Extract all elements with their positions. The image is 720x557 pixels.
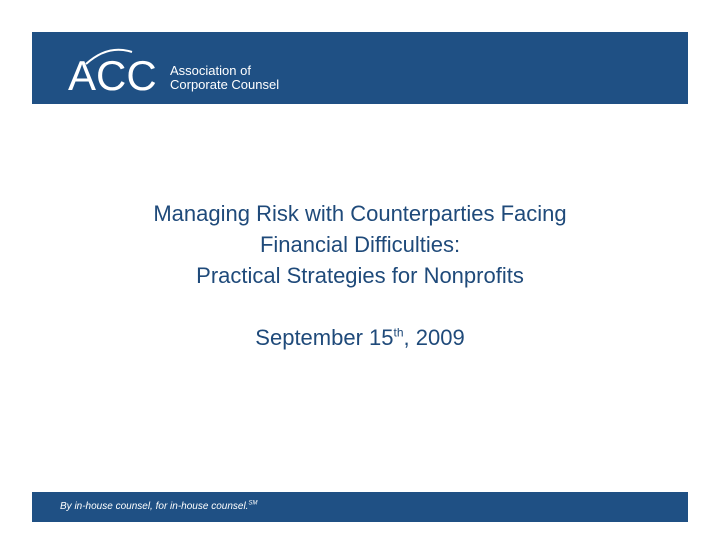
logo-text-line-2: Corporate Counsel [170, 77, 280, 92]
presentation-date [60, 322, 660, 353]
footer-bar [32, 492, 688, 522]
date-ordinal: th [393, 325, 404, 340]
tagline-text: By in-house counsel, for in-house counsel. [60, 501, 249, 512]
date-prefix: September 15 [255, 325, 394, 350]
title-line-1: Managing Risk with Counterparties Facing [153, 201, 567, 226]
date-suffix: , 2009 [403, 325, 465, 350]
acc-logo-letters: ACC [68, 52, 157, 98]
header-bar [32, 32, 688, 104]
title-line-3: Practical Strategies for Nonprofits [196, 263, 524, 288]
presentation-title [60, 198, 660, 291]
acc-logo-mark [68, 42, 168, 98]
title-line-2: Financial Difficulties: [259, 232, 461, 257]
acc-logo [68, 42, 288, 98]
logo-text-line-1: Association of [170, 63, 251, 78]
footer-tagline [60, 501, 257, 513]
service-mark: SM [248, 500, 258, 507]
